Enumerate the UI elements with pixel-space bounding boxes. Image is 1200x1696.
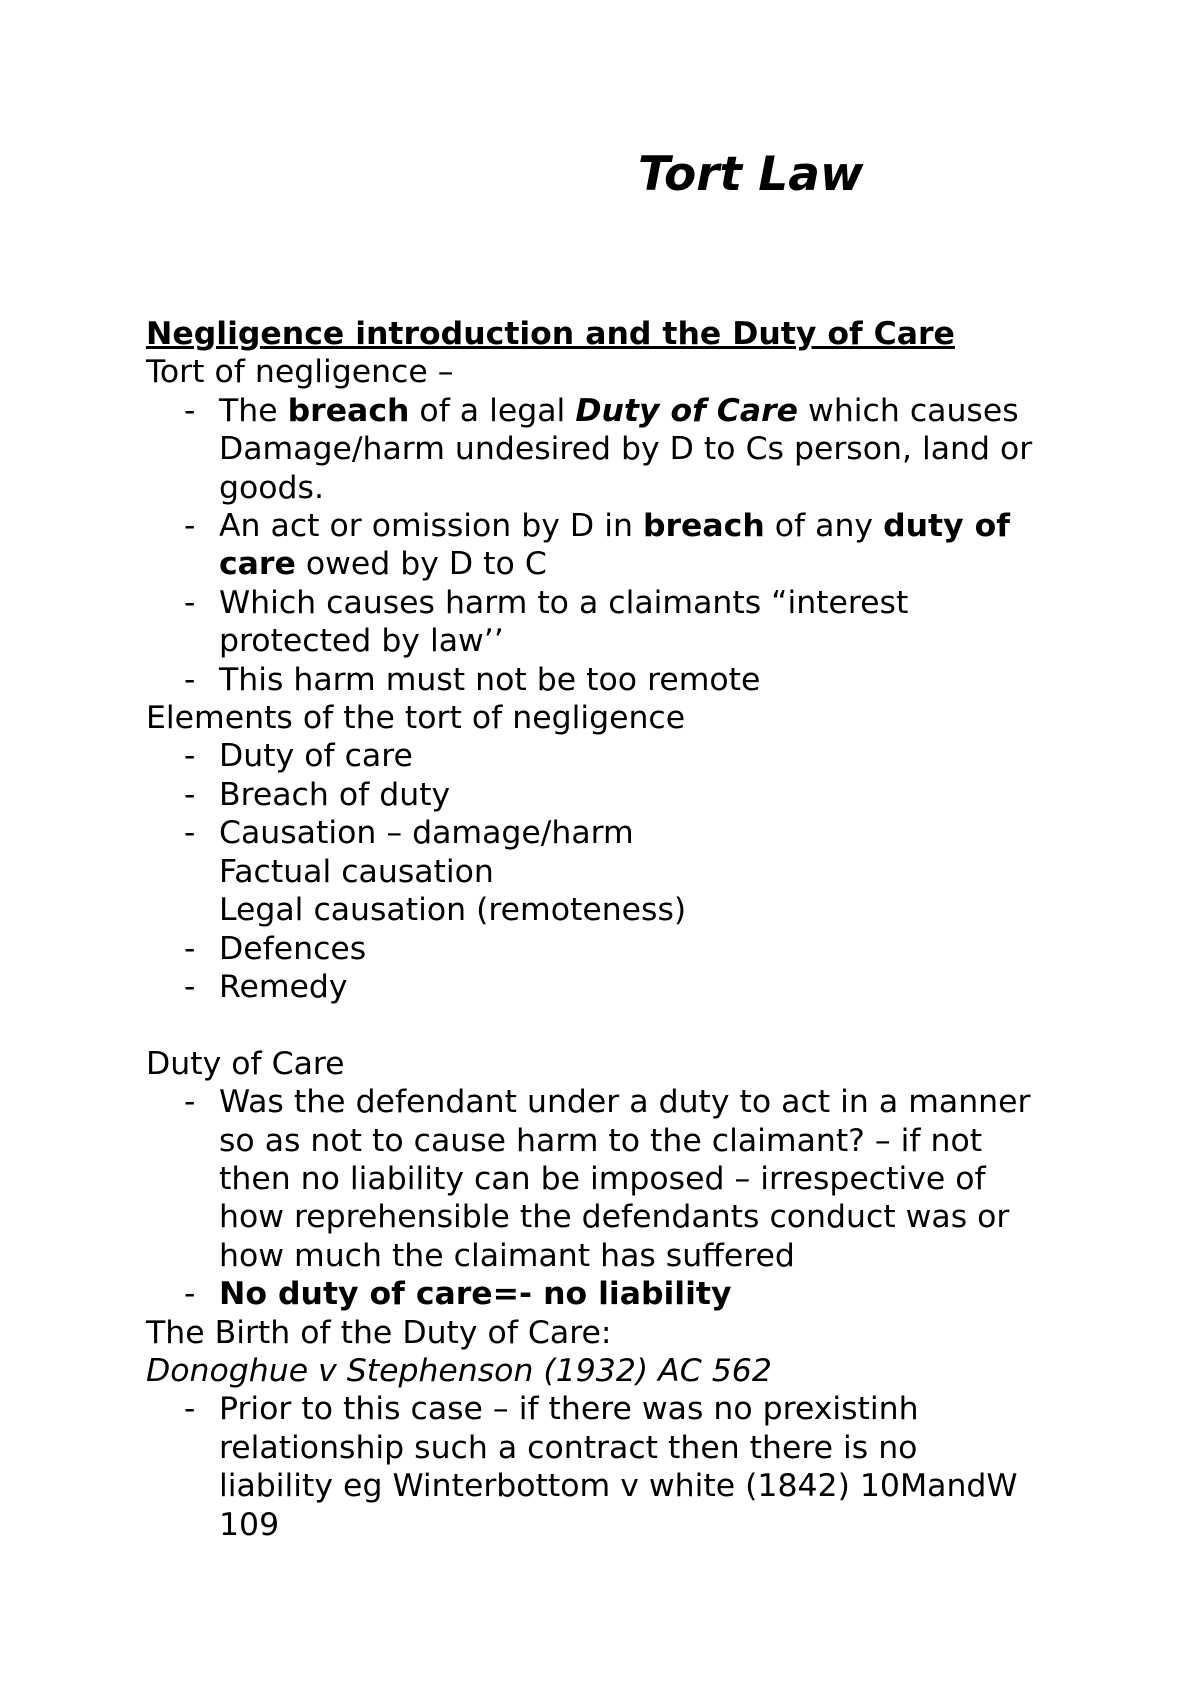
bullet-line: 109 (219, 1506, 280, 1543)
bullet-dash: - (184, 1276, 196, 1313)
document-body (146, 315, 1086, 1544)
elements-label: Elements of the tort of negligence (146, 700, 686, 737)
bullet-dash: - (184, 1084, 196, 1121)
bullet-line: protected by law’’ (219, 623, 504, 660)
bullet-dash: - (184, 930, 196, 967)
bullet-no-duty-no-liability (146, 1275, 1086, 1313)
bullet-breach-of-duty (146, 392, 1086, 507)
bullet-line: Breach of duty (219, 776, 451, 813)
bullet-line: Causation – damage/harm (219, 815, 634, 852)
bullet-line: goods. (219, 469, 324, 506)
bullet-line: An act or omission by D in breach of any duty of (219, 508, 1010, 545)
element-duty-of-care (146, 737, 1086, 775)
bullet-dash: - (184, 738, 196, 775)
bullet-dash: - (184, 968, 196, 1005)
element-factual-causation: Factual causation (219, 853, 494, 890)
tort-of-negligence-label: Tort of negligence – (146, 354, 454, 391)
bullet-line: Was the defendant under a duty to act in a manner (219, 1084, 1031, 1121)
bullet-dash: - (184, 508, 196, 545)
bullet-line: how reprehensible the defendants conduct was or (219, 1199, 1010, 1236)
bullet-line: Damage/harm undesired by D to Cs person, land or (219, 431, 1033, 468)
bullet-line: Prior to this case – if there was no prexistinh (219, 1391, 919, 1428)
bullet-dash: - (184, 1391, 196, 1428)
bullet-line: relationship such a contract then there is no (219, 1429, 918, 1466)
bullet-not-too-remote (146, 661, 1086, 699)
birth-of-duty-label: The Birth of the Duty of Care: (146, 1314, 612, 1351)
bullet-line: Duty of care (219, 738, 413, 775)
element-remedy (146, 968, 1086, 1006)
bullet-line: liability eg Winterbottom v white (1842) 10MandW (219, 1468, 1018, 1505)
bullet-causes-harm (146, 584, 1086, 661)
bullet-line: Remedy (219, 968, 348, 1005)
bullet-dash: - (184, 776, 196, 813)
bullet-line: so as not to cause harm to the claimant? – if not (219, 1122, 983, 1159)
bullet-dash: - (184, 392, 196, 429)
element-defences (146, 930, 1086, 968)
bullet-duty-question (146, 1083, 1086, 1275)
bullet-line: This harm must not be too remote (219, 661, 761, 698)
bullet-line: then no liability can be imposed – irrespective of (219, 1160, 986, 1197)
element-breach-of-duty (146, 776, 1086, 814)
bullet-dash: - (184, 584, 196, 621)
section-heading: Negligence introduction and the Duty of Care (146, 316, 955, 352)
element-causation (146, 814, 1086, 852)
element-legal-causation: Legal causation (remoteness) (219, 892, 687, 929)
bullet-line: The breach of a legal Duty of Care which causes (219, 392, 1019, 429)
bullet-line: Which causes harm to a claimants “interest (219, 584, 909, 621)
bullet-line: Defences (219, 930, 367, 967)
bullet-line: care owed by D to C (219, 546, 547, 583)
bullet-act-or-omission (146, 507, 1086, 584)
duty-of-care-label: Duty of Care (146, 1045, 345, 1082)
bullet-dash: - (184, 661, 196, 698)
bullet-prior-to-case (146, 1390, 1086, 1544)
case-citation: Donoghue v Stephenson (1932) AC 562 (146, 1352, 772, 1389)
bullet-line: how much the claimant has suffered (219, 1237, 795, 1274)
blank-line (146, 1006, 1086, 1044)
bullet-line: No duty of care=- no liability (219, 1276, 732, 1313)
bullet-dash: - (184, 815, 196, 852)
document-title: Tort Law (638, 147, 864, 202)
